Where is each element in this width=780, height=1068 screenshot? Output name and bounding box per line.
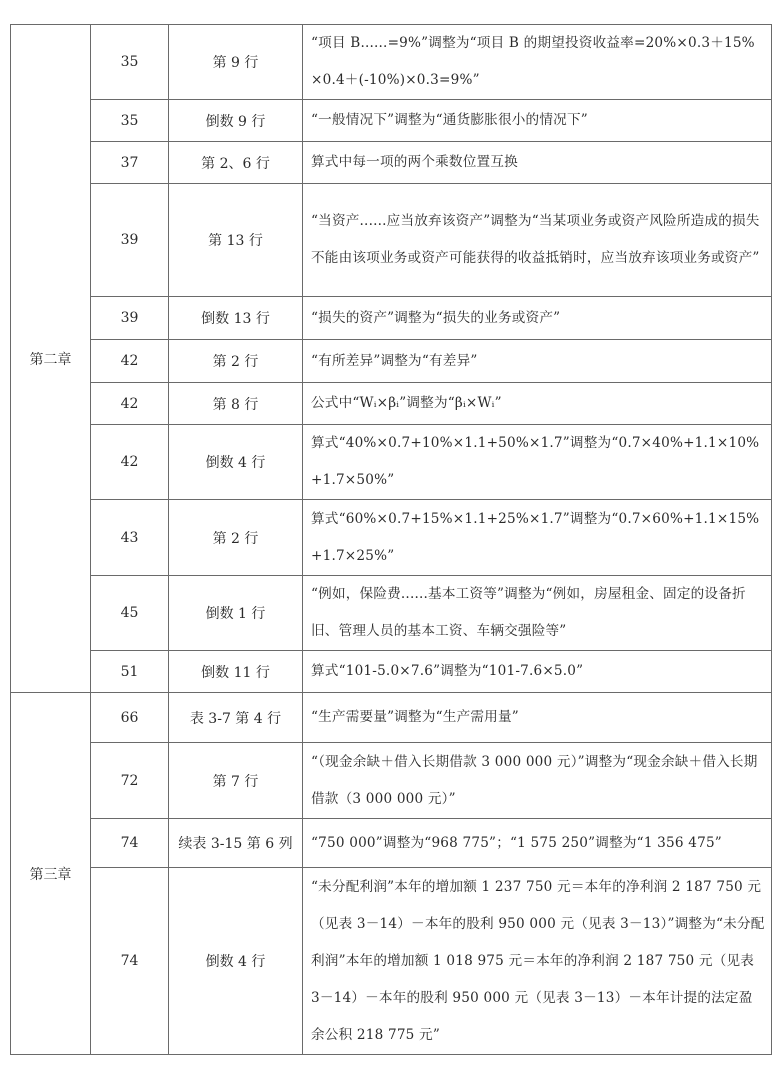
correction-cell: “有所差异”调整为“有差异” (303, 340, 772, 383)
correction-cell: 算式中每一项的两个乘数位置互换 (303, 142, 772, 184)
page-number-cell: 51 (91, 651, 169, 693)
table-row (11, 693, 772, 743)
page-number-cell: 42 (91, 340, 169, 383)
table-row (11, 340, 772, 383)
table-row (11, 651, 772, 693)
table-row (11, 425, 772, 500)
line-location-cell: 倒数 13 行 (169, 297, 303, 340)
page-number-cell: 66 (91, 693, 169, 743)
line-location-cell: 倒数 4 行 (169, 868, 303, 1055)
errata-table-body (11, 25, 772, 1055)
line-location-cell: 倒数 1 行 (169, 576, 303, 651)
page-number-cell: 74 (91, 819, 169, 868)
correction-cell: 公式中“Wᵢ×βᵢ”调整为“βᵢ×Wᵢ” (303, 383, 772, 425)
page-number-cell: 35 (91, 25, 169, 100)
line-location-cell: 第 13 行 (169, 184, 303, 297)
correction-cell: “项目 B......=9%”调整为“项目 B 的期望投资收益率=20%×0.3＋15%×0.4＋(-10%)×0.3=9%” (303, 25, 772, 100)
correction-cell: “生产需要量”调整为“生产需用量” (303, 693, 772, 743)
correction-cell: “当资产......应当放弃该资产”调整为“当某项业务或资产风险所造成的损失不能由该项业务或资产可能获得的收益抵销时，应当放弃该项业务或资产” (303, 184, 772, 297)
correction-cell: “损失的资产”调整为“损失的业务或资产” (303, 297, 772, 340)
correction-cell: “750 000”调整为“968 775”；“1 575 250”调整为“1 356 475” (303, 819, 772, 868)
correction-cell: “未分配利润”本年的增加额 1 237 750 元＝本年的净利润 2 187 750 元（见表 3－14）－本年的股利 950 000 元（见表 3－13）”调整为“未分配利润”本年的增加额 1 018 975 元＝本年的净利润 2 187 750 元（见表 3－14）－本年的股利 950 000 元（见表 3－13）－本年计提的法定盈余公积 218 775 元” (303, 868, 772, 1055)
page-number-cell: 74 (91, 868, 169, 1055)
correction-cell: “一般情况下”调整为“通货膨胀很小的情况下” (303, 100, 772, 142)
page-number-cell: 37 (91, 142, 169, 184)
table-row (11, 576, 772, 651)
table-row (11, 184, 772, 297)
page-number-cell: 39 (91, 297, 169, 340)
line-location-cell: 倒数 4 行 (169, 425, 303, 500)
line-location-cell: 第 2 行 (169, 340, 303, 383)
table-row (11, 500, 772, 576)
table-row (11, 383, 772, 425)
table-row (11, 868, 772, 1055)
line-location-cell: 表 3-7 第 4 行 (169, 693, 303, 743)
page-number-cell: 45 (91, 576, 169, 651)
errata-table (10, 24, 772, 1055)
table-row (11, 142, 772, 184)
correction-cell: 算式“101-5.0×7.6”调整为“101-7.6×5.0” (303, 651, 772, 693)
table-row (11, 819, 772, 868)
line-location-cell: 第 2、6 行 (169, 142, 303, 184)
line-location-cell: 倒数 9 行 (169, 100, 303, 142)
line-location-cell: 第 9 行 (169, 25, 303, 100)
page-number-cell: 35 (91, 100, 169, 142)
correction-cell: 算式“40%×0.7+10%×1.1+50%×1.7”调整为“0.7×40%+1.1×10%+1.7×50%” (303, 425, 772, 500)
page-number-cell: 72 (91, 743, 169, 819)
table-row (11, 743, 772, 819)
page-number-cell: 42 (91, 425, 169, 500)
line-location-cell: 倒数 11 行 (169, 651, 303, 693)
table-row (11, 100, 772, 142)
chapter-cell: 第三章 (11, 693, 91, 1055)
page-number-cell: 39 (91, 184, 169, 297)
correction-cell: “例如，保险费......基本工资等”调整为“例如，房屋租金、固定的设备折旧、管理人员的基本工资、车辆交强险等” (303, 576, 772, 651)
chapter-cell: 第二章 (11, 25, 91, 693)
page-number-cell: 42 (91, 383, 169, 425)
correction-cell: 算式“60%×0.7+15%×1.1+25%×1.7”调整为“0.7×60%+1.1×15%+1.7×25%” (303, 500, 772, 576)
table-row (11, 25, 772, 100)
correction-cell: “（现金余缺＋借入长期借款 3 000 000 元）”调整为“现金余缺＋借入长期借款（3 000 000 元）” (303, 743, 772, 819)
line-location-cell: 第 2 行 (169, 500, 303, 576)
table-row (11, 297, 772, 340)
page-number-cell: 43 (91, 500, 169, 576)
line-location-cell: 续表 3-15 第 6 列 (169, 819, 303, 868)
line-location-cell: 第 7 行 (169, 743, 303, 819)
line-location-cell: 第 8 行 (169, 383, 303, 425)
